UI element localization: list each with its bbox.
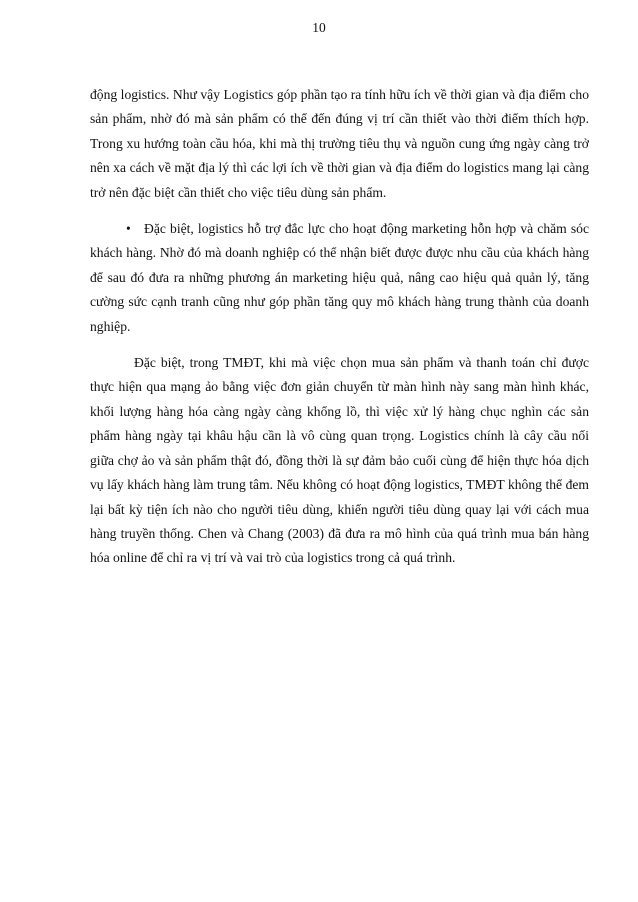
paragraph-continuation: động logistics. Như vậy Logistics góp phần tạo ra tính hữu ích về thời gian và địa điểm cho sản phẩm, nhờ đó mà sản phẩm có thể đến đúng vị trí cần thiết vào thời điểm thích hợp. Trong xu hướng toàn cầu hóa, khi mà thị trường tiêu thụ và nguồn cung ứng ngày càng trở nên xa cách về mặt địa lý thì các lợi ích về thời gian và địa điểm do logistics mang lại càng trở nên đặc biệt cần thiết cho việc tiêu dùng sản phẩm. bbox=[90, 87, 589, 200]
bullet-icon: • bbox=[126, 221, 131, 237]
paragraph-ecommerce: Đặc biệt, trong TMĐT, khi mà việc chọn mua sản phẩm và thanh toán chỉ được thực hiện qua mạng ảo bằng việc đơn giản chuyển từ màn hình này sang màn hình khác, khối lượng hàng hóa càng ngày càng khổng lồ, thì việc xử lý hàng chục nghìn các sản phẩm hàng ngày tại khâu hậu cần là vô cùng quan trọng. Logistics chính là cây cầu nối giữa chợ ảo và sản phẩm thật đó, đồng thời là sự đảm bảo cuối cùng để hiện thực hóa dịch vụ lấy khách hàng làm trung tâm. Nếu không có hoạt động logistics, TMĐT không thể đem lại bất kỳ tiện ích nào cho người tiêu dùng, khiến người tiêu dùng quay lại với cách mua hàng truyền thống. Chen và Chang (2003) đã đưa ra mô hình của quá trình mua bán hàng hóa online để chỉ ra vị trí và vai trò của logistics trong cả quá trình. bbox=[90, 355, 589, 566]
page-number: 10 bbox=[312, 20, 326, 35]
bullet-paragraph bbox=[90, 217, 589, 339]
bullet-paragraph-text: Đặc biệt, logistics hỗ trợ đắc lực cho hoạt động marketing hỗn hợp và chăm sóc khách hàng. Nhờ đó mà doanh nghiệp có thể nhận biết được được nhu cầu của khách hàng để sau đó đưa ra những phương án marketing hiệu quả, nâng cao hiệu quả quản lý, tăng cường sức cạnh tranh cũng như góp phần tăng quy mô khách hàng trung thành của doanh nghiệp. bbox=[90, 221, 589, 334]
document-body bbox=[90, 83, 589, 583]
